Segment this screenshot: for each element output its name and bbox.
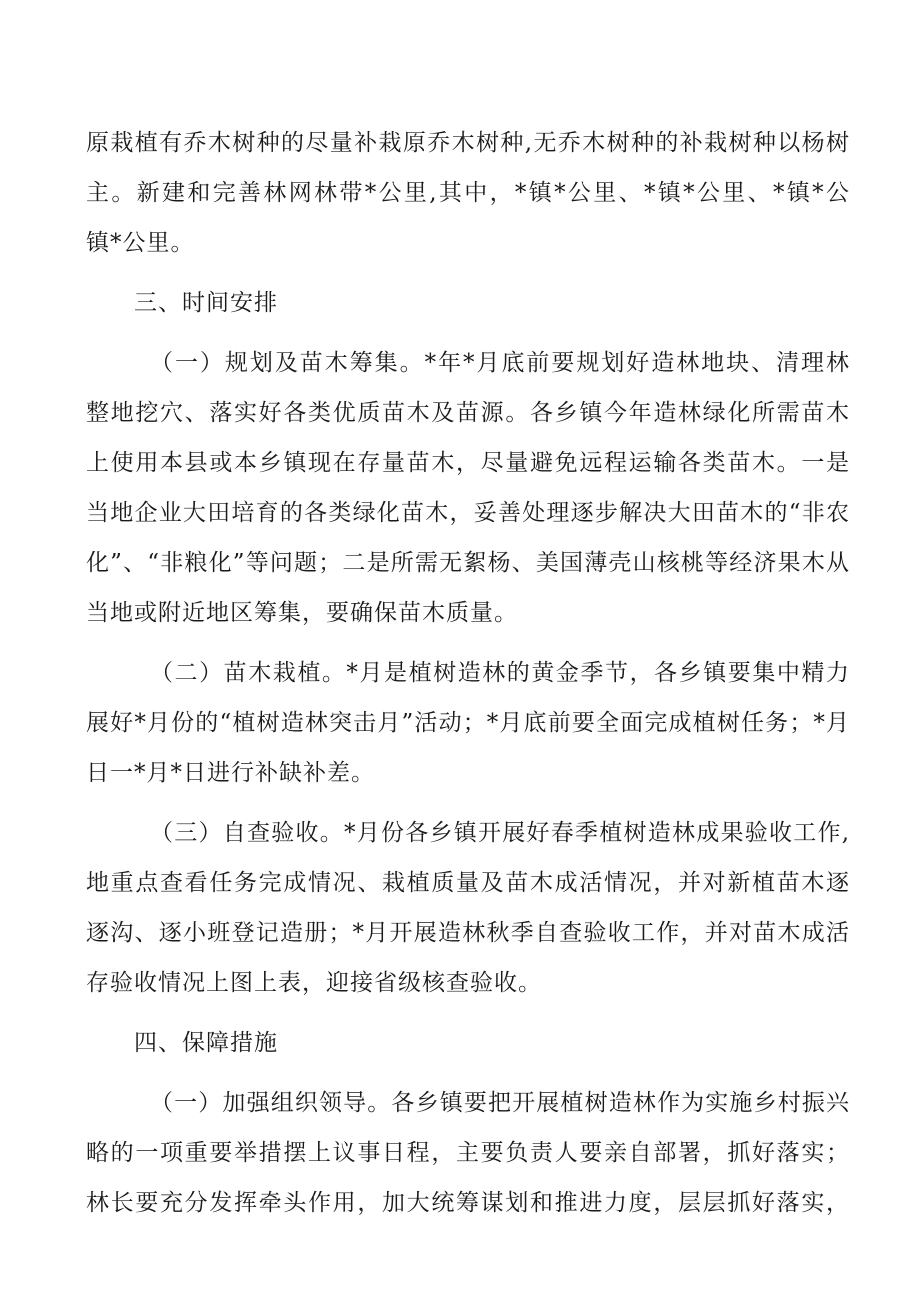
paragraph-leadership	[86, 1078, 850, 1228]
text-line: 日一*月*日进行补缺补差。	[86, 760, 375, 786]
text-line: 当地企业大田培育的各类绿化苗木，妥善处理逐步解决大田苗木的“非农	[86, 500, 850, 526]
text-line: 地重点查看任务完成情况、栽植质量及苗木成活情况，并对新植苗木逐	[86, 870, 850, 896]
text-line: 逐沟、逐小班登记造册；*月开展造林秋季自查验收工作，并对苗木成活	[86, 920, 850, 946]
section-heading-safeguards: 四、保障措施	[134, 1030, 278, 1056]
text-line: 略的一项重要举措摆上议事日程，主要负责人要亲自部署，抓好落实；	[86, 1140, 850, 1166]
text-line: 林长要充分发挥牵头作用，加大统筹谋划和推进力度，层层抓好落实，	[86, 1190, 850, 1216]
section-heading-schedule: 三、时间安排	[134, 290, 278, 316]
paragraph-planting	[86, 648, 850, 798]
text-line: 镇*公里。	[86, 230, 195, 256]
text-line: 上使用本县或本乡镇现在存量苗木，尽量避免远程运输各类苗木。一是	[86, 450, 850, 476]
text-line: 原栽植有乔木树种的尽量补栽原乔木树种,无乔木树种的补栽树种以杨树	[86, 130, 850, 156]
text-line: 展好*月份的“植树造林突击月”活动；*月底前要全面完成植树任务；*月	[86, 710, 850, 736]
paragraph-tree-species	[86, 118, 850, 268]
text-line: （三）自查验收。*月份各乡镇开展好春季植树造林成果验收工作,	[150, 820, 850, 846]
text-line: （一）规划及苗木筹集。*年*月底前要规划好造林地块、清理林	[150, 350, 850, 376]
document-page	[86, 118, 850, 1228]
text-line: 化”、“非粮化”等问题；二是所需无絮杨、美国薄壳山核桃等经济果木从	[86, 550, 850, 576]
text-line: 主。新建和完善林网林带*公里,其中，*镇*公里、*镇*公里、*镇*公	[86, 180, 850, 206]
text-line: 当地或附近地区筹集，要确保苗木质量。	[86, 600, 518, 626]
text-line: 整地挖穴、落实好各类优质苗木及苗源。各乡镇今年造林绿化所需苗木	[86, 400, 850, 426]
text-line: （一）加强组织领导。各乡镇要把开展植树造林作为实施乡村振兴	[150, 1090, 850, 1116]
text-line: （二）苗木栽植。*月是植树造林的黄金季节，各乡镇要集中精力	[150, 660, 850, 686]
paragraph-planning	[86, 338, 850, 638]
text-line: 存验收情况上图上表，迎接省级核查验收。	[86, 970, 542, 996]
paragraph-inspection	[86, 808, 850, 1008]
